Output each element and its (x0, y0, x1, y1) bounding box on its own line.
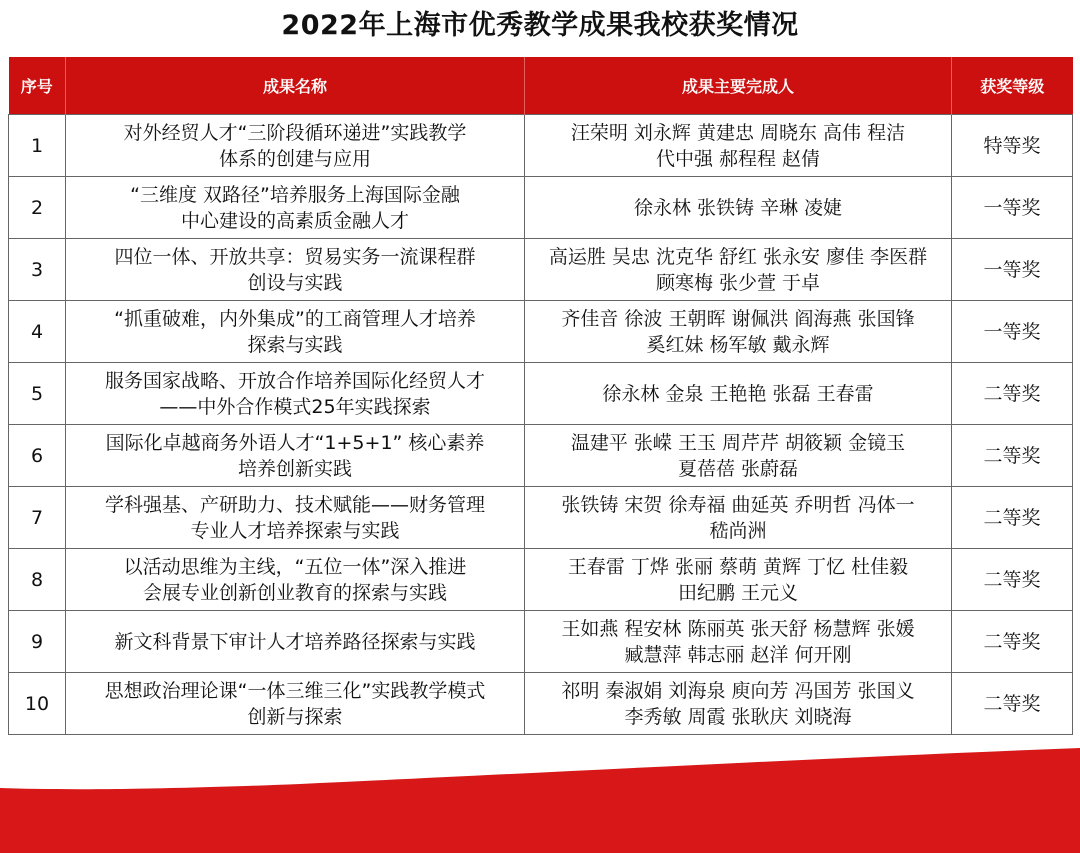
table-row (9, 549, 1073, 611)
award-level: 二等奖 (952, 549, 1073, 611)
contributors-line: 祁明 秦淑娟 刘海泉 庾向芳 冯国芳 张国义 (561, 679, 915, 702)
contributors-line: 王如燕 程安林 陈丽英 张天舒 杨慧辉 张媛 (561, 617, 915, 640)
achievement-name-cell (66, 239, 525, 301)
contributors-line: 夏蓓蓓 张蔚磊 (677, 457, 799, 480)
achievement-name-cell (66, 425, 525, 487)
contributors-line: 王春雷 丁烨 张丽 蔡萌 黄辉 丁忆 杜佳毅 (567, 555, 909, 578)
row-number: 3 (9, 239, 66, 301)
row-number: 2 (9, 177, 66, 239)
row-number: 6 (9, 425, 66, 487)
header-number: 序号 (9, 57, 66, 115)
awards-table (8, 57, 1073, 735)
achievement-name-line: 探索与实践 (247, 333, 343, 356)
table-row (9, 487, 1073, 549)
achievement-name-cell (66, 487, 525, 549)
achievement-name-line: ——中外合作模式25年实践探索 (159, 395, 431, 418)
contributors-line: 田纪鹏 王元义 (677, 581, 799, 604)
award-level: 二等奖 (952, 673, 1073, 735)
award-level: 二等奖 (952, 611, 1073, 673)
contributors-cell (525, 301, 952, 363)
footer-decorative-band (0, 744, 1080, 853)
achievement-name-line: 体系的创建与应用 (218, 147, 371, 170)
achievement-name-line: 新文科背景下审计人才培养路径探索与实践 (114, 630, 476, 653)
contributors-line: 温建平 张嵘 王玉 周芹芹 胡筱颖 金镜玉 (570, 431, 906, 454)
award-level: 特等奖 (952, 115, 1073, 177)
achievement-name-cell (66, 177, 525, 239)
header-achievement-name: 成果名称 (66, 57, 525, 115)
achievement-name-cell (66, 363, 525, 425)
award-level: 一等奖 (952, 301, 1073, 363)
contributors-line: 代中强 郝程程 赵倩 (655, 147, 821, 170)
award-level: 二等奖 (952, 425, 1073, 487)
achievement-name-line: 四位一体、开放共享：贸易实务一流课程群 (114, 245, 476, 268)
contributors-line: 高运胜 吴忠 沈克华 舒红 张永安 廖佳 李医群 (548, 245, 928, 268)
contributors-line: 齐佳音 徐波 王朝晖 谢佩洪 阎海燕 张国锋 (561, 307, 915, 330)
award-level: 二等奖 (952, 363, 1073, 425)
achievement-name-line: 服务国家战略、开放合作培养国际化经贸人才 (104, 369, 485, 392)
achievement-name-line: “三维度 双路径”培养服务上海国际金融 (130, 183, 460, 206)
contributors-cell (525, 487, 952, 549)
contributors-cell (525, 611, 952, 673)
achievement-name-line: 会展专业创新创业教育的探索与实践 (142, 581, 447, 604)
contributors-line: 徐永林 金泉 王艳艳 张磊 王春雷 (602, 382, 874, 405)
table-row (9, 177, 1073, 239)
table-row (9, 363, 1073, 425)
achievement-name-line: “抓重破难，内外集成”的工商管理人才培养 (114, 307, 476, 330)
achievement-name-line: 国际化卓越商务外语人才“1+5+1” 核心素养 (105, 431, 485, 454)
contributors-line: 奚红妹 杨军敏 戴永辉 (646, 333, 830, 356)
achievement-name-line: 创设与实践 (247, 271, 343, 294)
achievement-name-cell (66, 115, 525, 177)
achievement-name-line: 对外经贸人才“三阶段循环递进”实践教学 (123, 121, 467, 144)
header-award-level: 获奖等级 (952, 57, 1073, 115)
row-number: 7 (9, 487, 66, 549)
contributors-cell (525, 549, 952, 611)
contributors-line: 张铁铸 宋贺 徐寿福 曲延英 乔明哲 冯体一 (561, 493, 915, 516)
contributors-cell (525, 363, 952, 425)
achievement-name-line: 以活动思维为主线，“五位一体”深入推进 (123, 555, 467, 578)
table-header-row (9, 57, 1073, 115)
row-number: 8 (9, 549, 66, 611)
achievement-name-cell (66, 611, 525, 673)
table-row (9, 115, 1073, 177)
achievement-name-line: 创新与探索 (247, 705, 343, 728)
achievement-name-line: 中心建设的高素质金融人才 (180, 209, 409, 232)
table-row (9, 611, 1073, 673)
table-row (9, 673, 1073, 735)
row-number: 1 (9, 115, 66, 177)
achievement-name-line: 学科强基、产研助力、技术赋能——财务管理 (104, 493, 485, 516)
contributors-cell (525, 673, 952, 735)
row-number: 5 (9, 363, 66, 425)
achievement-name-line: 培养创新实践 (237, 457, 352, 480)
achievement-name-cell (66, 549, 525, 611)
header-main-contributors: 成果主要完成人 (525, 57, 952, 115)
achievement-name-line: 专业人才培养探索与实践 (190, 519, 400, 542)
row-number: 4 (9, 301, 66, 363)
row-number: 10 (9, 673, 66, 735)
achievement-name-line: 思想政治理论课“一体三维三化”实践教学模式 (104, 679, 486, 702)
contributors-line: 嵇尚洲 (709, 519, 767, 542)
contributors-line: 徐永林 张铁铸 辛琳 凌婕 (633, 196, 843, 219)
achievement-name-cell (66, 673, 525, 735)
table-row (9, 239, 1073, 301)
page-title: 2022年上海市优秀教学成果我校获奖情况 (281, 10, 799, 41)
contributors-line: 汪荣明 刘永辉 黄建忠 周晓东 高伟 程洁 (570, 121, 906, 144)
award-level: 二等奖 (952, 487, 1073, 549)
row-number: 9 (9, 611, 66, 673)
contributors-cell (525, 239, 952, 301)
contributors-line: 臧慧萍 韩志丽 赵洋 何开刚 (624, 643, 852, 666)
contributors-cell (525, 425, 952, 487)
achievement-name-cell (66, 301, 525, 363)
contributors-line: 顾寒梅 张少萱 于卓 (655, 271, 821, 294)
table-row (9, 425, 1073, 487)
contributors-cell (525, 115, 952, 177)
table-row (9, 301, 1073, 363)
contributors-line: 李秀敏 周霞 张耿庆 刘晓海 (624, 705, 852, 728)
award-level: 一等奖 (952, 239, 1073, 301)
contributors-cell (525, 177, 952, 239)
table-body (9, 115, 1073, 735)
award-level: 一等奖 (952, 177, 1073, 239)
